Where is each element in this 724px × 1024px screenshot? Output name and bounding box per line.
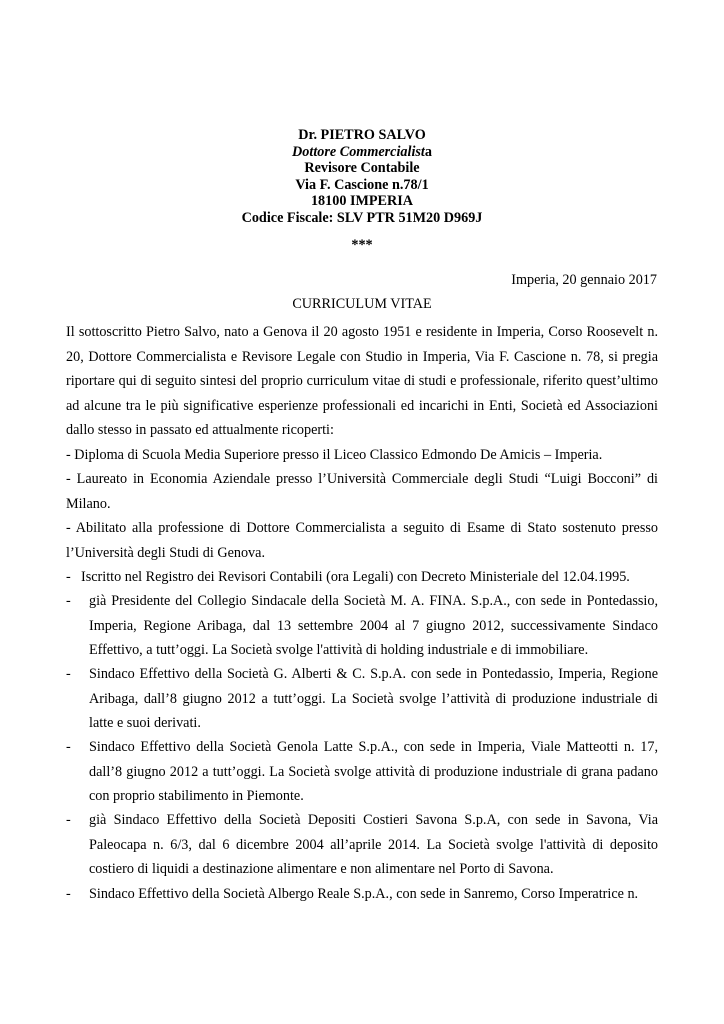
author-profession — [0, 144, 724, 161]
list-dash: - — [66, 666, 71, 682]
list-dash: - — [66, 812, 71, 828]
author-address: Via F. Cascione n.78/1 — [295, 176, 429, 193]
list-item — [66, 735, 658, 809]
intro-paragraph: Il sottoscritto Pietro Salvo, nato a Genova il 20 agosto 1951 e residente in Imperia, Corso Roosevelt n. 20, Dottore Commercialista e Revisore Legale con Studio in Imperia, Via F. Cascione n. 78, si pregia riportare qui di seguito sintesi del proprio curriculum vitae di studi e professionale, riferito quest’ultimo ad alcune tra le più significative esperienze professionali ed incarichi in Enti, Società ed Associazioni dallo stesso in passato ed attualmente ricoperti: — [66, 324, 658, 439]
list-item — [66, 565, 658, 590]
list-item-text: Sindaco Effettivo della Società G. Alberti & C. S.p.A. con sede in Pontedassio, Imperia, Regione Aribaga, dall’8 giugno 2012 a tutt’oggi. La Società svolge l’attività di produzione industriale di latte e suoi derivati. — [89, 666, 658, 732]
profession-prefix: Dottore Commercialist — [292, 143, 425, 160]
education-item: - Laureato in Economia Aziendale presso l’Università Commerciale degli Studi “Luigi Bocconi” di Milano. — [66, 471, 658, 512]
document-title: CURRICULUM VITAE — [292, 296, 432, 312]
list-dash: - — [66, 593, 71, 609]
list-item-text: Iscritto nel Registro dei Revisori Contabili (ora Legali) con Decreto Ministeriale del 12.04.1995. — [81, 569, 630, 585]
author-role: Revisore Contabile — [304, 160, 420, 177]
list-item-text: Sindaco Effettivo della Società Albergo Reale S.p.A., con sede in Sanremo, Corso Imperatrice n. — [89, 886, 639, 902]
education-item: - Abilitato alla professione di Dottore Commercialista a seguito di Esame di Stato sostenuto presso l’Università degli Studi di Genova. — [66, 520, 658, 561]
list-item — [66, 808, 658, 882]
list-item-text: già Sindaco Effettivo della Società Depositi Costieri Savona S.p.A, con sede in Savona, Via Paleocapa n. 6/3, dal 6 dicembre 2004 all’aprile 2014. La Società svolge l'attività di deposito costiero di liquidi a destinazione alimentare e non alimentare nel Porto di Savona. — [89, 812, 658, 878]
author-tax-code: Codice Fiscale: SLV PTR 51M20 D969J — [241, 209, 483, 226]
list-item — [66, 662, 658, 736]
list-dash: - — [66, 739, 71, 755]
list-item-text: Sindaco Effettivo della Società Genola Latte S.p.A., con sede in Imperia, Viale Matteotti n. 17, dall’8 giugno 2012 a tutt’oggi. La Società svolge attività di produzione industriale di grana padano con proprio stabilimento in Piemonte. — [89, 739, 658, 805]
author-name: Dr. PIETRO SALVO — [298, 127, 426, 143]
letterhead — [0, 127, 724, 253]
section-separator: *** — [351, 236, 373, 253]
education-item: - Diploma di Scuola Media Superiore presso il Liceo Classico Edmondo De Amicis – Imperia. — [66, 447, 603, 463]
list-dash: - — [66, 886, 71, 902]
list-item — [66, 882, 658, 907]
list-item-text: già Presidente del Collegio Sindacale della Società M. A. FINA. S.p.A., con sede in Pontedassio, Imperia, Regione Aribaga, dal 13 settembre 2004 al 7 giugno 2012, successivamente Sindaco Effettivo, a tutt’oggi. La Società svolge l'attività di holding industriale e di immobiliare. — [89, 593, 658, 659]
author-city: 18100 IMPERIA — [310, 193, 414, 210]
document-date: Imperia, 20 gennaio 2017 — [511, 272, 657, 288]
list-dash: - — [66, 569, 71, 585]
profession-suffix: a — [424, 143, 432, 160]
list-item — [66, 589, 658, 663]
